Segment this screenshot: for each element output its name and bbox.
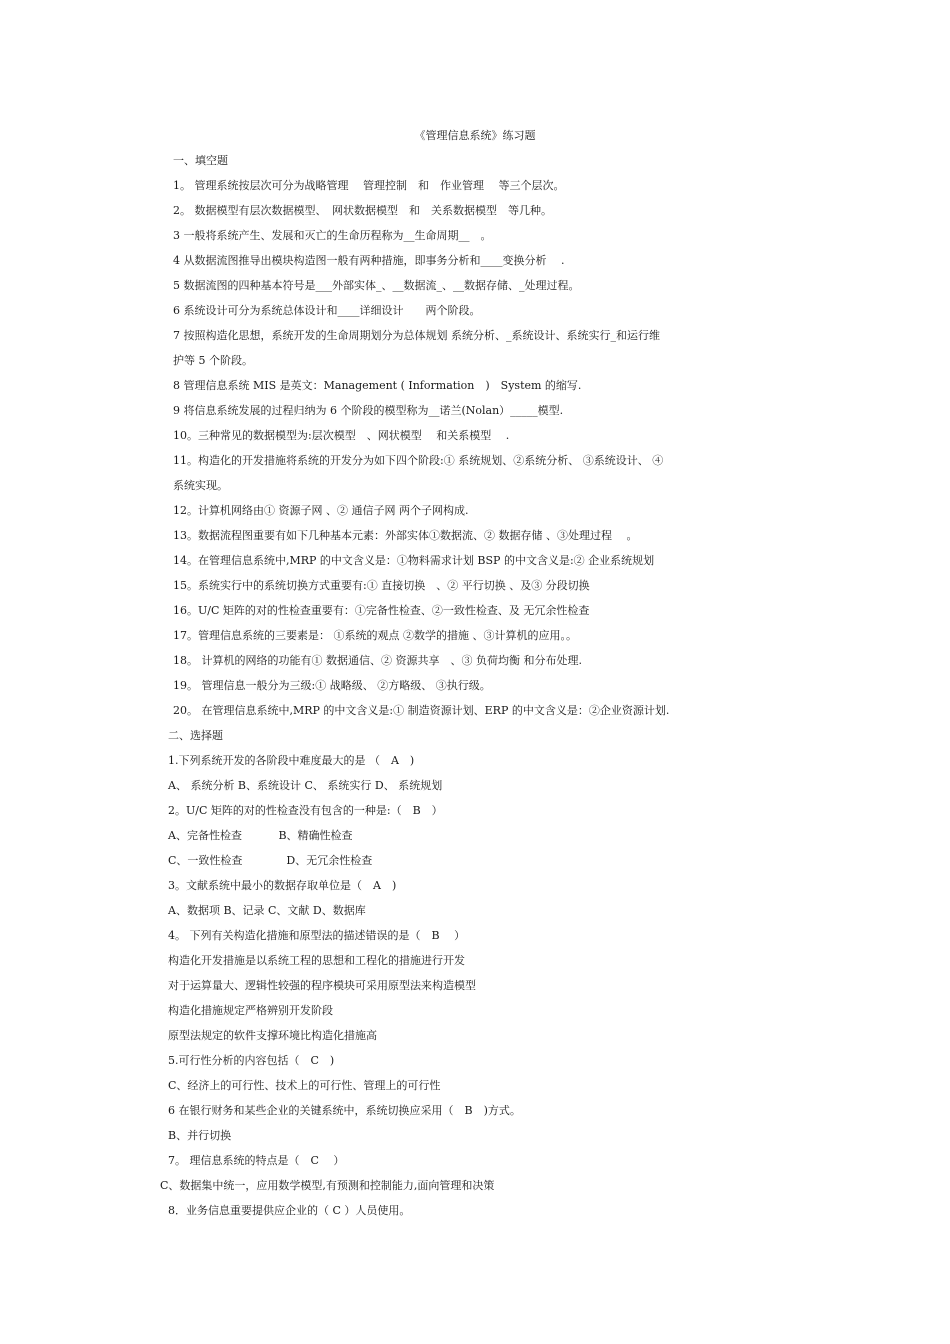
section-heading-multiple-choice: 二、选择题 [168, 729, 223, 742]
choice-question-1: 1.下列系统开发的各阶段中难度最大的是 （ A ) [168, 754, 415, 767]
choice-question-4: 4。 下列有关构造化措施和原型法的描述错误的是（ B ） [168, 929, 466, 942]
choice-question-2-options-cd: C、一致性检查 D、无冗余性检查 [168, 854, 373, 867]
choice-question-1-options: A、 系统分析 B、系统设计 C、 系统实行 D、 系统规划 [168, 779, 443, 792]
fill-question-14: 14。在管理信息系统中,MRP 的中文含义是：①物料需求计划 BSP 的中文含义是:② 企业系统规划 [173, 554, 655, 567]
fill-question-6: 6 系统设计可分为系统总体设计和____详细设计 两个阶段。 [173, 304, 481, 317]
choice-question-2: 2。U/C 矩阵的对的性检查没有包含的一种是:（ B ） [168, 804, 443, 817]
fill-question-2: 2。 数据模型有层次数据模型、 网状数据模型 和 关系数据模型 等几种。 [173, 204, 552, 217]
choice-question-8: 8．业务信息重要提供应企业的（ C ）人员使用。 [168, 1204, 411, 1217]
choice-question-4-option-a: 构造化开发措施是以系统工程的思想和工程化的措施进行开发 [168, 954, 465, 967]
fill-question-7: 7 按照构造化思想，系统开发的生命周期划分为总体规划 系统分析、_系统设计、系统实行_和运行维 [173, 329, 660, 342]
choice-question-2-options-ab: A、完备性检查 B、精确性检查 [168, 829, 353, 842]
choice-question-3: 3。文献系统中最小的数据存取单位是（ A ) [168, 879, 397, 892]
fill-question-13: 13。数据流程图重要有如下几种基本元素：外部实体①数据流、② 数据存储 、③处理过程 。 [173, 529, 638, 542]
choice-question-4-option-c: 构造化措施规定严格辨别开发阶段 [168, 1004, 333, 1017]
choice-question-3-options: A、数据项 B、记录 C、文献 D、数据库 [168, 904, 366, 917]
fill-question-7-continued: 护等 5 个阶段。 [173, 354, 253, 367]
choice-question-6-answer: B、并行切换 [168, 1129, 232, 1142]
choice-question-5-answer: C、经济上的可行性、技术上的可行性、管理上的可行性 [168, 1079, 441, 1092]
document-title: 《管理信息系统》练习题 [414, 129, 536, 142]
fill-question-17: 17。管理信息系统的三要素是： ①系统的观点 ②数学的措施 、③计算机的应用。。 [173, 629, 577, 642]
choice-question-7: 7。 理信息系统的特点是（ C ） [168, 1154, 345, 1167]
section-heading-fill-in: 一、填空题 [173, 154, 228, 167]
fill-question-4: 4 从数据流图推导出模块构造图一般有两种措施，即事务分析和____变换分析 . [173, 254, 565, 267]
fill-question-9: 9 将信息系统发展的过程归纳为 6 个阶段的模型称为__诺兰(Nolan）_____模型. [173, 404, 564, 417]
choice-question-5: 5.可行性分析的内容包括（ C ) [168, 1054, 335, 1067]
fill-question-16: 16。U/C 矩阵的对的性检查重要有：①完备性检查、②一致性检查、及 无冗余性检查 [173, 604, 590, 617]
fill-question-11-continued: 系统实现。 [173, 479, 228, 492]
choice-question-6: 6 在银行财务和某些企业的关键系统中，系统切换应采用（ B )方式。 [168, 1104, 521, 1117]
choice-question-7-answer: C、数据集中统一，应用数学模型,有预测和控制能力,面向管理和决策 [160, 1179, 495, 1192]
fill-question-20: 20。 在管理信息系统中,MRP 的中文含义是:① 制造资源计划、ERP 的中文含义是：②企业资源计划. [173, 704, 670, 717]
fill-question-5: 5 数据流图的四种基本符号是___外部实体_、__数据流_、__数据存储、_处理过程。 [173, 279, 580, 292]
fill-question-10: 10。三种常见的数据模型为:层次模型 、网状模型 和关系模型 . [173, 429, 510, 442]
fill-question-11: 11。构造化的开发措施将系统的开发分为如下四个阶段:① 系统规划、②系统分析、 ③系统设计、 ④ [173, 454, 664, 467]
fill-question-19: 19。 管理信息一般分为三级:① 战略级、 ②方略级、 ③执行级。 [173, 679, 491, 692]
choice-question-4-option-d: 原型法规定的软件支撑环境比构造化措施高 [168, 1029, 377, 1042]
fill-question-12: 12。计算机网络由① 资源子网 、② 通信子网 两个子网构成. [173, 504, 469, 517]
fill-question-1: 1。 管理系统按层次可分为战略管理 管理控制 和 作业管理 等三个层次。 [173, 179, 565, 192]
choice-question-4-option-b: 对于运算量大、逻辑性较强的程序模块可采用原型法来构造模型 [168, 979, 476, 992]
fill-question-8: 8 管理信息系统 MIS 是英文：Management ( Information ) System 的缩写. [173, 379, 582, 392]
fill-question-3: 3 一般将系统产生、发展和灭亡的生命历程称为__生命周期__ 。 [173, 229, 492, 242]
fill-question-15: 15。系统实行中的系统切换方式重要有:① 直接切换 、② 平行切换 、及③ 分段切换 [173, 579, 590, 592]
fill-question-18: 18。 计算机的网络的功能有① 数据通信、② 资源共享 、③ 负荷均衡 和分布处理. [173, 654, 582, 667]
